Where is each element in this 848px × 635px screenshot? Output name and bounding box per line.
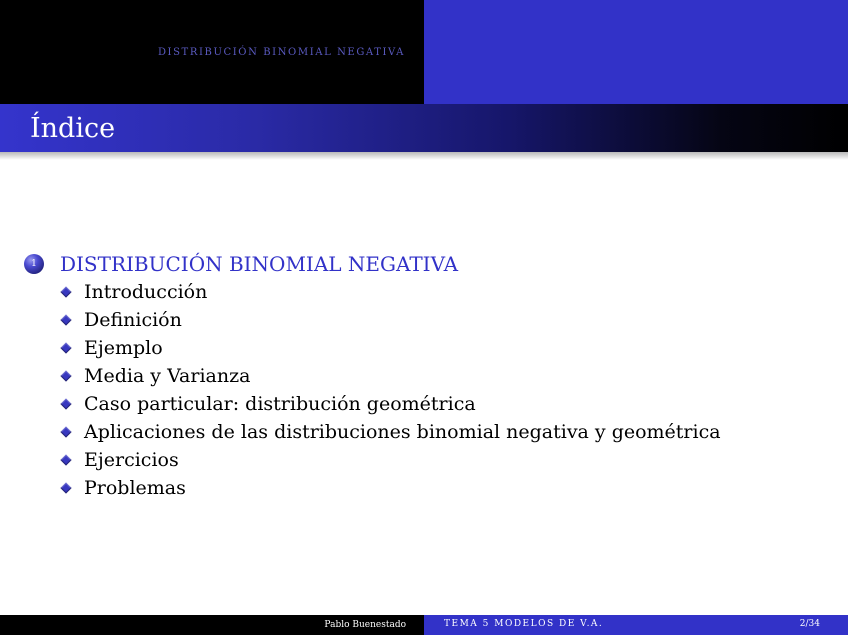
diamond-bullet-icon bbox=[60, 314, 71, 325]
footer-page-number: 2/34 bbox=[799, 619, 820, 629]
toc-section-label[interactable]: DISTRIBUCIÓN BINOMIAL NEGATIVA bbox=[60, 252, 459, 276]
toc-subsection[interactable] bbox=[58, 474, 186, 502]
section-number: 1 bbox=[31, 259, 37, 269]
toc-subsection[interactable] bbox=[58, 446, 179, 474]
toc-subsection-label[interactable]: Media y Varianza bbox=[84, 365, 251, 387]
headline-subsection-panel bbox=[424, 0, 848, 104]
toc-section[interactable] bbox=[24, 250, 458, 278]
diamond-bullet-icon bbox=[60, 482, 71, 493]
toc-subsection-label[interactable]: Ejercicios bbox=[84, 449, 179, 471]
diamond-bullet-icon bbox=[60, 370, 71, 381]
frame-title: Índice bbox=[30, 113, 116, 144]
toc-subsection-label[interactable]: Introducción bbox=[84, 281, 208, 303]
footline-bar bbox=[0, 615, 848, 635]
diamond-bullet-icon bbox=[60, 286, 71, 297]
toc-subsection-label[interactable]: Aplicaciones de las distribuciones binomial negativa y geométrica bbox=[84, 421, 721, 443]
toc-subsection-label[interactable]: Caso particular: distribución geométrica bbox=[84, 393, 476, 415]
toc-subsection[interactable] bbox=[58, 418, 721, 446]
toc-subsection[interactable] bbox=[58, 390, 476, 418]
diamond-bullet-icon bbox=[60, 342, 71, 353]
toc-subsection[interactable] bbox=[58, 278, 207, 306]
section-number-ball-icon bbox=[24, 254, 44, 274]
footer-title: TEMA 5 MODELOS DE V.A. bbox=[444, 619, 604, 629]
diamond-bullet-icon bbox=[60, 426, 71, 437]
footline-title-panel bbox=[424, 615, 848, 635]
frame-title-shadow bbox=[0, 152, 848, 160]
diamond-bullet-icon bbox=[60, 398, 71, 409]
frame-title-bar bbox=[0, 104, 848, 152]
toc-subsection-label[interactable]: Definición bbox=[84, 309, 182, 331]
headline-bar bbox=[0, 0, 848, 104]
headline-section-panel bbox=[0, 0, 424, 104]
headline-section-title[interactable]: DISTRIBUCIÓN BINOMIAL NEGATIVA bbox=[157, 46, 405, 58]
toc-subsection-label[interactable]: Problemas bbox=[84, 477, 186, 499]
toc-subsection[interactable] bbox=[58, 362, 250, 390]
toc-subsection-label[interactable]: Ejemplo bbox=[84, 337, 163, 359]
toc-subsection[interactable] bbox=[58, 334, 163, 362]
footer-author: Pablo Buenestado bbox=[324, 620, 406, 630]
footline-author-panel bbox=[0, 615, 424, 635]
diamond-bullet-icon bbox=[60, 454, 71, 465]
toc-subsection[interactable] bbox=[58, 306, 182, 334]
